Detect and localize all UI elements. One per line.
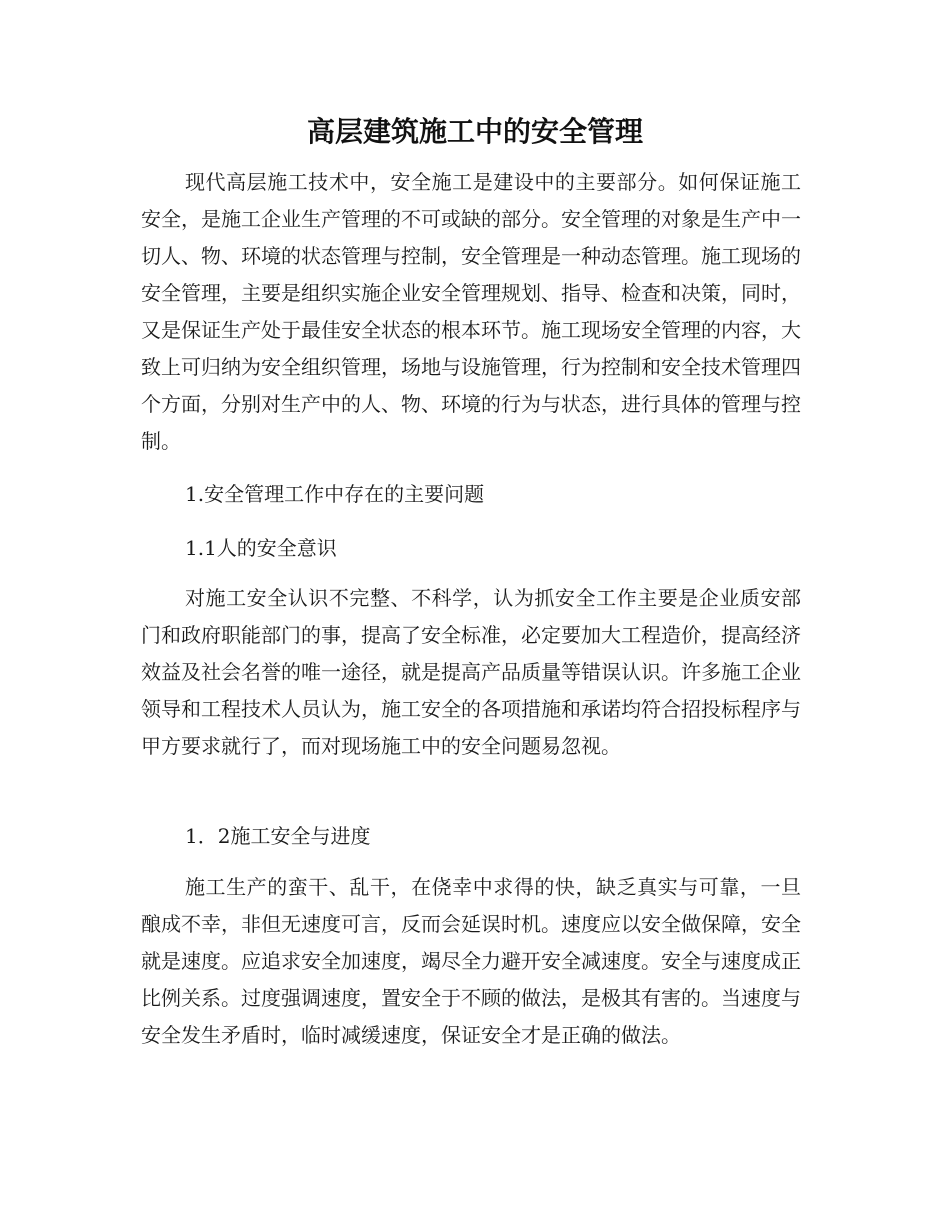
section-1-2-paragraph: 施工生产的蛮干、乱干，在侥幸中求得的快，缺乏真实与可靠，一旦酿成不幸，非但无速度可言，反而会延误时机。速度应以安全做保障，安全就是速度。应追求安全加速度，竭尽全力避开安全减速度。安全与速度成正比例关系。过度强调速度，置安全于不顾的做法，是极其有害的。当速度与安全发生矛盾时，临时减缓速度，保证安全才是正确的做法。 (141, 875, 801, 1047)
section-heading-1-1: 1.1人的安全意识 (185, 536, 337, 560)
intro-paragraph: 现代高层施工技术中，安全施工是建设中的主要部分。如何保证施工安全，是施工企业生产管理的不可或缺的部分。安全管理的对象是生产中一切人、物、环境的状态管理与控制，安全管理是一种动态管理。施工现场的安全管理，主要是组织实施企业安全管理规划、指导、检查和决策，同时，又是保证生产处于最佳安全状态的根本环节。施工现场安全管理的内容，大致上可归纳为安全组织管理，场地与设施管理，行为控制和安全技术管理四个方面，分别对生产中的人、物、环境的行为与状态，进行具体的管理与控制。 (141, 170, 801, 453)
section-heading-1: 1.安全管理工作中存在的主要问题 (185, 482, 485, 506)
section-heading-1-2: 1．2施工安全与进度 (185, 824, 371, 848)
section-1-1-paragraph: 对施工安全认识不完整、不科学，认为抓安全工作主要是企业质安部门和政府职能部门的事，提高了安全标准，必定要加大工程造价，提高经济效益及社会名誉的唯一途径，就是提高产品质量等错误认识。许多施工企业领导和工程技术人员认为，施工安全的各项措施和承诺均符合招投标程序与甲方要求就行了，而对现场施工中的安全问题易忽视。 (141, 586, 801, 758)
document-title: 高层建筑施工中的安全管理 (306, 115, 643, 148)
